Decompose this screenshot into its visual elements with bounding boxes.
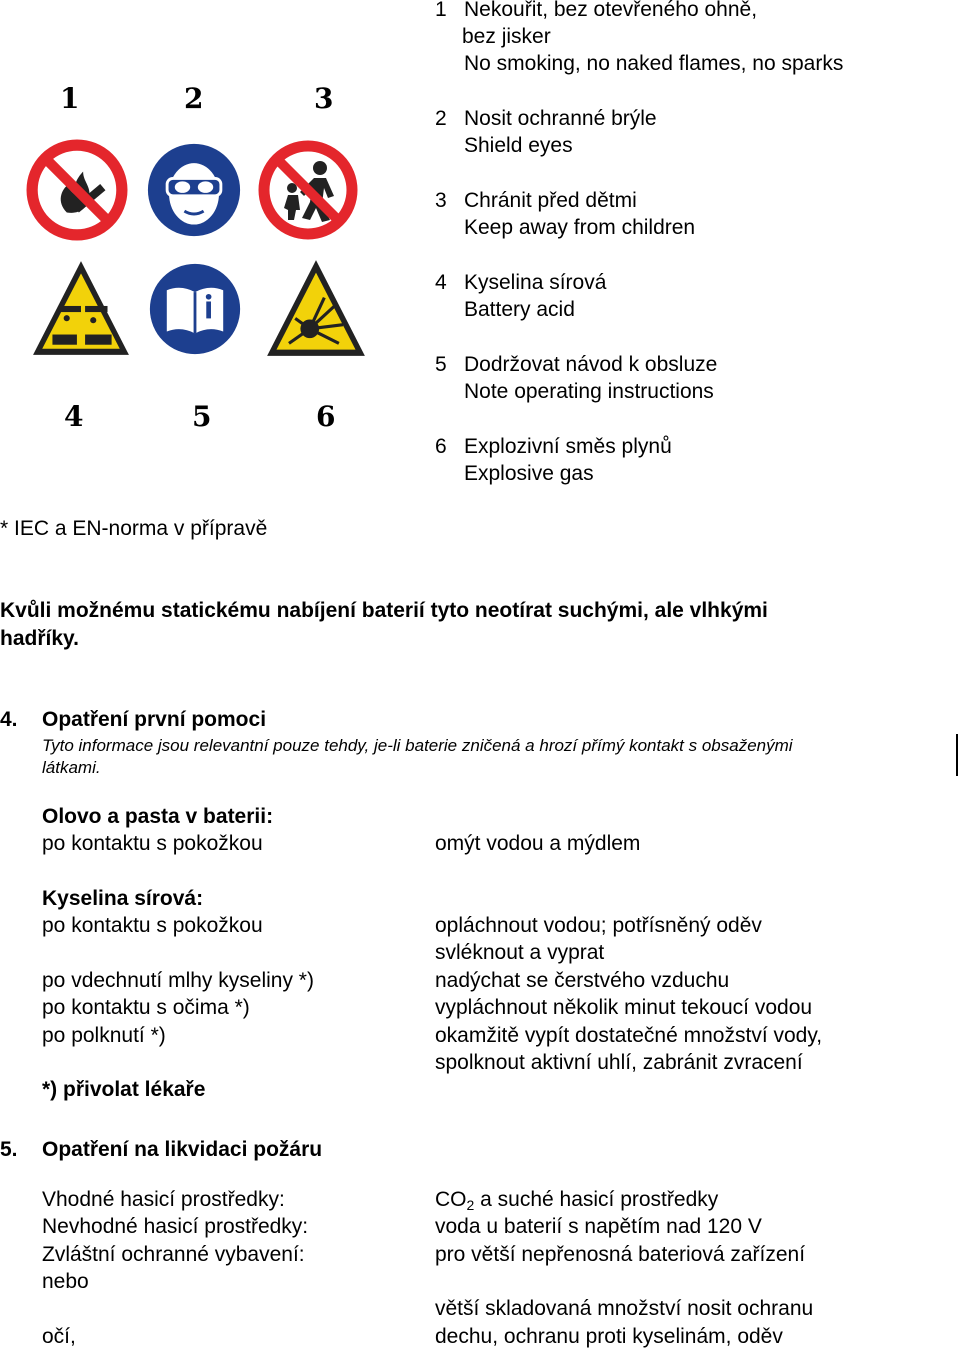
pictogram-number-1: 1	[60, 82, 80, 115]
no-smoking-flames-icon	[26, 138, 128, 242]
legend-en-2: Shield eyes	[464, 134, 573, 157]
fire-row-left: nebo	[42, 1270, 89, 1293]
acid-row-left: po vdechnutí mlhy kyseliny *)	[42, 969, 314, 992]
pictogram-number-5: 5	[192, 400, 212, 433]
acid-row-left: po kontaktu s očima *)	[42, 996, 250, 1019]
pictogram-number-3: 3	[314, 82, 334, 115]
pictogram-number-2: 2	[184, 82, 204, 115]
legend-number-5: 5	[435, 353, 447, 376]
legend-cz-6: Explozivní směs plynů	[464, 435, 672, 458]
lead-heading: Olovo a pasta v baterii:	[42, 805, 274, 828]
legend-cz-4: Kyselina sírová	[464, 271, 607, 294]
pictogram-number-4: 4	[64, 400, 84, 433]
legend-number-4: 4	[435, 271, 447, 294]
section-4-intro-line-1: Tyto informace jsou relevantní pouze tehdy, je-li baterie zničená a hrozí přímý kontakt s obsaženými	[42, 736, 793, 755]
pictogram-number-6: 6	[316, 400, 336, 433]
acid-row-left: po polknutí *)	[42, 1024, 166, 1047]
fire-row-right: pro větší nepřenosná bateriová zařízení	[435, 1243, 806, 1266]
section-4-title: Opatření první pomoci	[42, 708, 267, 731]
legend-number-2: 2	[435, 107, 447, 130]
legend-en-6: Explosive gas	[464, 462, 594, 485]
fire-row-right: větší skladovaná množství nosit ochranu	[435, 1297, 814, 1320]
section-5-number: 5.	[0, 1138, 18, 1161]
warning-line-2: hadříky.	[0, 627, 79, 650]
change-bar	[956, 734, 958, 776]
acid-heading: Kyselina sírová:	[42, 887, 204, 910]
call-doctor-note: *) přivolat lékaře	[42, 1078, 206, 1101]
legend-cz-1: Nekouřit, bez otevřeného ohně,	[464, 0, 758, 21]
fire-row-left: Nevhodné hasicí prostředky:	[42, 1215, 309, 1238]
shield-eyes-icon	[146, 140, 242, 240]
keep-away-children-icon	[258, 138, 358, 242]
acid-row-right: nadýchat se čerstvého vzduchu	[435, 969, 730, 992]
fire-row-right: voda u baterií s napětím nad 120 V	[435, 1215, 762, 1238]
legend-en-1: No smoking, no naked flames, no sparks	[464, 52, 844, 75]
fire-row-right: $CO_2$ a suché hasicí prostředky	[435, 1188, 719, 1213]
acid-row-right: okamžitě vypít dostatečné množství vody,	[435, 1024, 823, 1047]
legend-number-1: 1	[435, 0, 447, 21]
legend-en-5: Note operating instructions	[464, 380, 714, 403]
fire-row-left: Zvláštní ochranné vybavení:	[42, 1243, 305, 1266]
lead-row-left: po kontaktu s pokožkou	[42, 832, 263, 855]
operating-instructions-icon	[148, 260, 242, 358]
lead-row-right: omýt vodou a mýdlem	[435, 832, 641, 855]
section-4-intro-line-2: látkami.	[42, 758, 101, 777]
legend-en-4: Battery acid	[464, 298, 575, 321]
fire-row-left: Vhodné hasicí prostředky:	[42, 1188, 285, 1211]
warning-line-1: Kvůli možnému statickému nabíjení baterií tyto neotírat suchými, ale vlhkými	[0, 599, 768, 622]
legend-cz-1b: bez jisker	[462, 25, 551, 48]
legend-cz-3: Chránit před dětmi	[464, 189, 637, 212]
fire-row-left: očí,	[42, 1325, 76, 1348]
footnote: * IEC a EN-norma v přípravě	[0, 517, 268, 540]
explosive-gas-icon	[264, 256, 368, 360]
section-5-title: Opatření na likvidaci požáru	[42, 1138, 323, 1161]
acid-row-left: po kontaktu s pokožkou	[42, 914, 263, 937]
legend-cz-2: Nosit ochranné brýle	[464, 107, 657, 130]
fire-row-right: dechu, ochranu proti kyselinám, oděv	[435, 1325, 783, 1348]
acid-row-right: svléknout a vyprat	[435, 941, 605, 964]
acid-row-right: vypláchnout několik minut tekoucí vodou	[435, 996, 813, 1019]
legend-number-3: 3	[435, 189, 447, 212]
acid-row-right: opláchnout vodou; potřísněný oděv	[435, 914, 762, 937]
section-4-number: 4.	[0, 708, 18, 731]
legend-cz-5: Dodržovat návod k obsluze	[464, 353, 718, 376]
battery-acid-icon	[30, 256, 132, 360]
acid-row-right: spolknout aktivní uhlí, zabránit zvracení	[435, 1051, 803, 1074]
legend-number-6: 6	[435, 435, 447, 458]
legend-en-3: Keep away from children	[464, 216, 696, 239]
